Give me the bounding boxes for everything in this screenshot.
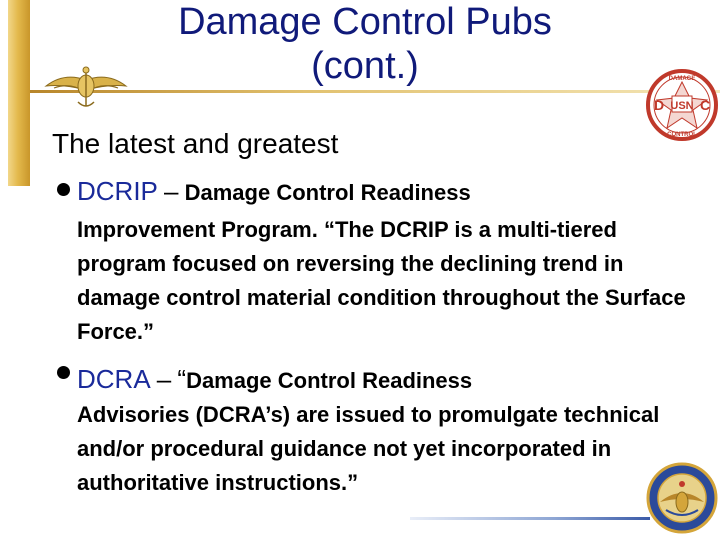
bullet-dash-2: – [156, 364, 172, 394]
gold-title-rule [30, 90, 720, 93]
bullet-acronym-2: DCRA [77, 364, 151, 394]
bottom-accent-rule [410, 517, 650, 520]
bullet-dot-1 [57, 183, 70, 196]
page-title [70, 0, 660, 88]
intro-text: The latest and greatest [52, 128, 339, 159]
bullet-acronym-1: DCRIP [77, 176, 158, 206]
bullet-heading-2 [77, 364, 472, 396]
bullet-dot-2 [57, 366, 70, 379]
logo-top-text: DAMAGE [668, 76, 696, 82]
logo-right-letter: C [699, 97, 711, 113]
title-line-2: (cont.) [311, 45, 419, 87]
bullet-heading-1 [77, 176, 471, 208]
bullet-head-text-2: Damage Control Readiness [186, 368, 473, 393]
gold-side-bar [8, 0, 30, 186]
logo-center-text: USN [670, 100, 694, 112]
bullet-dash-1: – [164, 176, 179, 206]
logo-bottom-text: CONTROL [667, 132, 697, 138]
bullet-open-quote-2: “ [177, 364, 187, 394]
bullet-body-2: Advisories (DCRA’s) are issued to promulgate technical and/or procedural guidance not yet incorporated in authoritative instructions.” [77, 402, 660, 495]
bullet-head-text-1: Damage Control Readiness [184, 180, 471, 205]
logo-left-letter: D [653, 97, 665, 113]
bullet-body-1: Improvement Program. “The DCRIP is a multi-tiered program focused on reversing the declining trend in damage control material condition throughout the Surface Force.” [77, 217, 686, 344]
title-line-1: Damage Control Pubs [178, 1, 552, 43]
